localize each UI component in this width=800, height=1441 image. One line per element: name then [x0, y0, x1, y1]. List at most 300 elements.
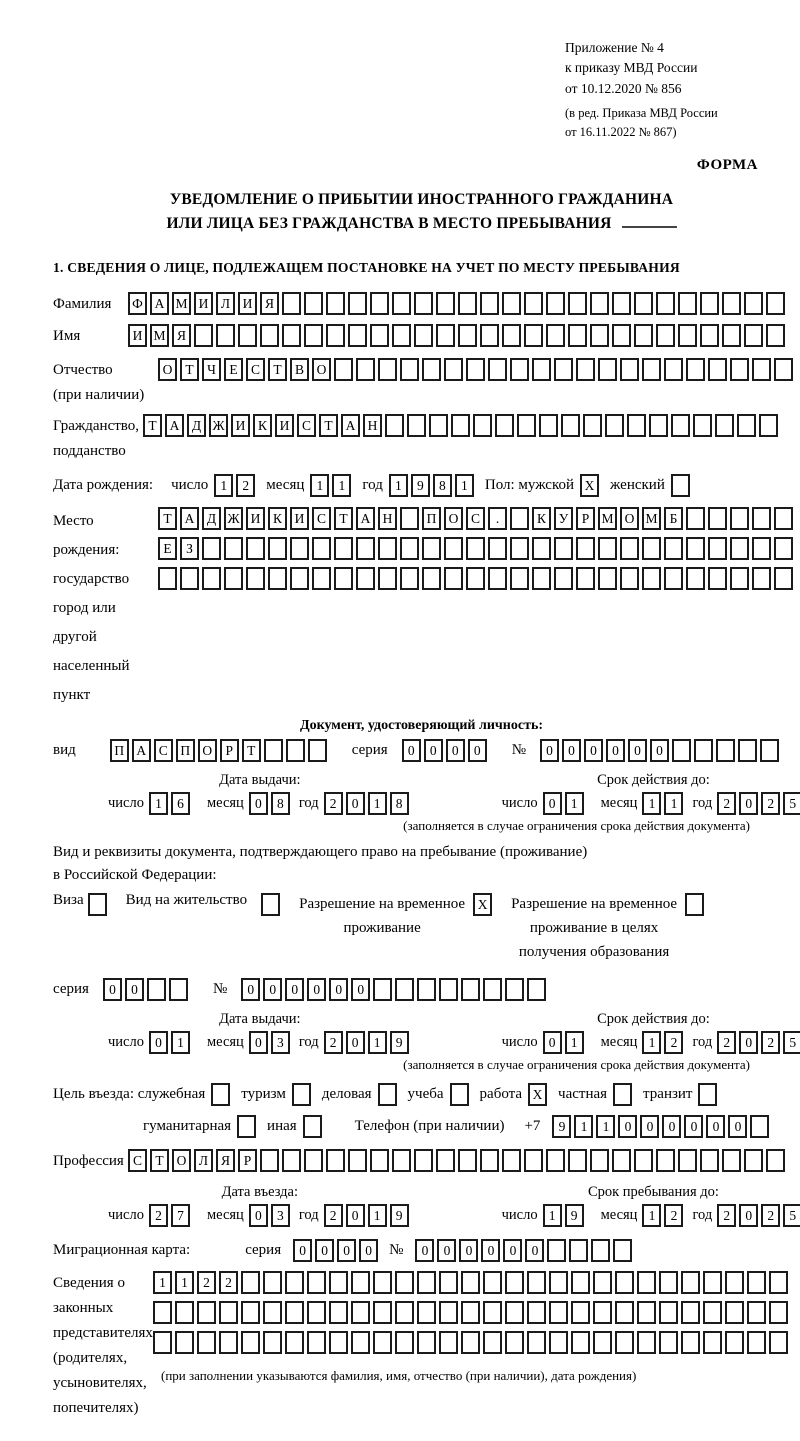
char-cell[interactable]: [685, 893, 704, 916]
char-cell[interactable]: [659, 1301, 678, 1324]
char-cell[interactable]: [414, 324, 433, 347]
char-cell[interactable]: [202, 567, 221, 590]
char-cell[interactable]: [634, 324, 653, 347]
char-cell[interactable]: [241, 1271, 260, 1294]
char-cell[interactable]: [304, 292, 323, 315]
char-cell[interactable]: 0: [662, 1115, 681, 1138]
char-cell[interactable]: А: [132, 739, 151, 762]
char-cell[interactable]: [620, 358, 639, 381]
char-cell[interactable]: [656, 292, 675, 315]
entry-year-cells[interactable]: [324, 1204, 412, 1227]
char-cell[interactable]: 0: [543, 792, 562, 815]
residence-issue-month-cells[interactable]: [249, 1031, 293, 1054]
char-cell[interactable]: [686, 537, 705, 560]
legal-reps-cells-row-1[interactable]: [153, 1271, 791, 1294]
char-cell[interactable]: [722, 324, 741, 347]
char-cell[interactable]: [329, 1301, 348, 1324]
char-cell[interactable]: Е: [158, 537, 177, 560]
char-cell[interactable]: [620, 567, 639, 590]
char-cell[interactable]: [439, 1271, 458, 1294]
char-cell[interactable]: К: [268, 507, 287, 530]
char-cell[interactable]: [417, 1271, 436, 1294]
legal-reps-cells-row-2[interactable]: [153, 1301, 791, 1324]
char-cell[interactable]: И: [128, 324, 147, 347]
char-cell[interactable]: X: [580, 474, 599, 497]
char-cell[interactable]: [620, 537, 639, 560]
char-cell[interactable]: [466, 358, 485, 381]
char-cell[interactable]: [672, 739, 691, 762]
char-cell[interactable]: [568, 292, 587, 315]
char-cell[interactable]: [307, 1331, 326, 1354]
char-cell[interactable]: [700, 324, 719, 347]
char-cell[interactable]: [598, 358, 617, 381]
char-cell[interactable]: [510, 537, 529, 560]
char-cell[interactable]: 0: [468, 739, 487, 762]
char-cell[interactable]: 9: [390, 1031, 409, 1054]
char-cell[interactable]: Т: [319, 414, 338, 437]
char-cell[interactable]: [637, 1301, 656, 1324]
visa-checkbox[interactable]: [88, 893, 110, 916]
char-cell[interactable]: З: [180, 537, 199, 560]
char-cell[interactable]: 0: [650, 739, 669, 762]
char-cell[interactable]: 0: [149, 1031, 168, 1054]
char-cell[interactable]: [304, 1149, 323, 1172]
char-cell[interactable]: [329, 1271, 348, 1294]
char-cell[interactable]: Д: [187, 414, 206, 437]
char-cell[interactable]: [532, 358, 551, 381]
char-cell[interactable]: 0: [739, 1204, 758, 1227]
char-cell[interactable]: [495, 414, 514, 437]
char-cell[interactable]: М: [642, 507, 661, 530]
identity-doc-number-cells[interactable]: [540, 739, 782, 762]
char-cell[interactable]: [615, 1271, 634, 1294]
char-cell[interactable]: [480, 1149, 499, 1172]
char-cell[interactable]: [612, 1149, 631, 1172]
char-cell[interactable]: [422, 537, 441, 560]
char-cell[interactable]: Л: [216, 292, 235, 315]
char-cell[interactable]: [458, 324, 477, 347]
char-cell[interactable]: [656, 324, 675, 347]
char-cell[interactable]: 0: [103, 978, 122, 1001]
char-cell[interactable]: 0: [346, 1031, 365, 1054]
char-cell[interactable]: [444, 567, 463, 590]
char-cell[interactable]: 0: [739, 1031, 758, 1054]
char-cell[interactable]: 0: [125, 978, 144, 1001]
char-cell[interactable]: [356, 567, 375, 590]
char-cell[interactable]: 0: [606, 739, 625, 762]
char-cell[interactable]: А: [150, 292, 169, 315]
char-cell[interactable]: [466, 567, 485, 590]
char-cell[interactable]: 0: [249, 1031, 268, 1054]
char-cell[interactable]: [175, 1331, 194, 1354]
char-cell[interactable]: 2: [324, 1204, 343, 1227]
migration-number-cells[interactable]: [415, 1239, 635, 1262]
char-cell[interactable]: У: [554, 507, 573, 530]
birth-place-cells-row-3[interactable]: [158, 567, 796, 590]
char-cell[interactable]: [656, 1149, 675, 1172]
char-cell[interactable]: [659, 1271, 678, 1294]
char-cell[interactable]: С: [128, 1149, 147, 1172]
char-cell[interactable]: 0: [293, 1239, 312, 1262]
char-cell[interactable]: [769, 1301, 788, 1324]
char-cell[interactable]: И: [194, 292, 213, 315]
char-cell[interactable]: [483, 1301, 502, 1324]
char-cell[interactable]: [561, 414, 580, 437]
char-cell[interactable]: [88, 893, 107, 916]
char-cell[interactable]: 0: [618, 1115, 637, 1138]
char-cell[interactable]: С: [466, 507, 485, 530]
residence-number-cells[interactable]: [241, 978, 549, 1001]
char-cell[interactable]: [400, 507, 419, 530]
char-cell[interactable]: 1: [368, 1204, 387, 1227]
char-cell[interactable]: [483, 1271, 502, 1294]
char-cell[interactable]: [730, 537, 749, 560]
purpose-work-checkbox[interactable]: [528, 1083, 550, 1106]
char-cell[interactable]: [722, 1149, 741, 1172]
char-cell[interactable]: 2: [236, 474, 255, 497]
char-cell[interactable]: [312, 537, 331, 560]
char-cell[interactable]: [693, 414, 712, 437]
char-cell[interactable]: [334, 567, 353, 590]
char-cell[interactable]: 9: [565, 1204, 584, 1227]
residence-issue-day-cells[interactable]: [149, 1031, 193, 1054]
char-cell[interactable]: И: [231, 414, 250, 437]
char-cell[interactable]: [241, 1331, 260, 1354]
char-cell[interactable]: И: [290, 507, 309, 530]
char-cell[interactable]: 1: [642, 1031, 661, 1054]
char-cell[interactable]: А: [356, 507, 375, 530]
char-cell[interactable]: [678, 1149, 697, 1172]
char-cell[interactable]: О: [198, 739, 217, 762]
char-cell[interactable]: [590, 292, 609, 315]
char-cell[interactable]: 3: [271, 1031, 290, 1054]
char-cell[interactable]: [576, 537, 595, 560]
char-cell[interactable]: [417, 1331, 436, 1354]
char-cell[interactable]: С: [246, 358, 265, 381]
char-cell[interactable]: [613, 1239, 632, 1262]
char-cell[interactable]: [510, 567, 529, 590]
char-cell[interactable]: [439, 1331, 458, 1354]
char-cell[interactable]: [348, 1149, 367, 1172]
purpose-other-checkbox[interactable]: [303, 1115, 325, 1138]
char-cell[interactable]: 2: [717, 1031, 736, 1054]
char-cell[interactable]: [505, 1301, 524, 1324]
char-cell[interactable]: [752, 567, 771, 590]
identity-valid-day-cells[interactable]: [543, 792, 587, 815]
char-cell[interactable]: 0: [562, 739, 581, 762]
char-cell[interactable]: 1: [664, 792, 683, 815]
char-cell[interactable]: [326, 324, 345, 347]
char-cell[interactable]: П: [176, 739, 195, 762]
char-cell[interactable]: [392, 1149, 411, 1172]
char-cell[interactable]: Р: [220, 739, 239, 762]
char-cell[interactable]: [634, 292, 653, 315]
char-cell[interactable]: 0: [446, 739, 465, 762]
purpose-study-checkbox[interactable]: [450, 1083, 472, 1106]
char-cell[interactable]: [307, 1301, 326, 1324]
char-cell[interactable]: [517, 414, 536, 437]
char-cell[interactable]: [378, 1083, 397, 1106]
char-cell[interactable]: 0: [359, 1239, 378, 1262]
char-cell[interactable]: [466, 537, 485, 560]
char-cell[interactable]: [422, 567, 441, 590]
char-cell[interactable]: К: [532, 507, 551, 530]
char-cell[interactable]: [224, 537, 243, 560]
char-cell[interactable]: [436, 324, 455, 347]
char-cell[interactable]: [700, 1149, 719, 1172]
sex-male-checkbox[interactable]: [580, 474, 602, 497]
char-cell[interactable]: 0: [540, 739, 559, 762]
char-cell[interactable]: [664, 567, 683, 590]
char-cell[interactable]: 6: [171, 792, 190, 815]
char-cell[interactable]: [659, 1331, 678, 1354]
char-cell[interactable]: 1: [310, 474, 329, 497]
char-cell[interactable]: 8: [271, 792, 290, 815]
char-cell[interactable]: [461, 978, 480, 1001]
char-cell[interactable]: С: [154, 739, 173, 762]
residence-valid-month-cells[interactable]: [642, 1031, 686, 1054]
char-cell[interactable]: К: [253, 414, 272, 437]
identity-doc-type-cells[interactable]: [110, 739, 330, 762]
char-cell[interactable]: П: [422, 507, 441, 530]
education-permit-checkbox[interactable]: [685, 893, 707, 916]
char-cell[interactable]: [351, 1301, 370, 1324]
identity-valid-year-cells[interactable]: [717, 792, 800, 815]
char-cell[interactable]: [715, 414, 734, 437]
char-cell[interactable]: [760, 739, 779, 762]
char-cell[interactable]: [197, 1331, 216, 1354]
char-cell[interactable]: А: [341, 414, 360, 437]
char-cell[interactable]: М: [172, 292, 191, 315]
char-cell[interactable]: [370, 324, 389, 347]
char-cell[interactable]: [686, 567, 705, 590]
char-cell[interactable]: [671, 474, 690, 497]
char-cell[interactable]: М: [598, 507, 617, 530]
char-cell[interactable]: [568, 324, 587, 347]
char-cell[interactable]: 0: [437, 1239, 456, 1262]
char-cell[interactable]: [708, 567, 727, 590]
legal-reps-cells-row-3[interactable]: [153, 1331, 791, 1354]
char-cell[interactable]: [356, 537, 375, 560]
char-cell[interactable]: [480, 324, 499, 347]
char-cell[interactable]: 2: [149, 1204, 168, 1227]
char-cell[interactable]: 1: [368, 1031, 387, 1054]
char-cell[interactable]: X: [528, 1083, 547, 1106]
purpose-private-checkbox[interactable]: [613, 1083, 635, 1106]
char-cell[interactable]: [505, 978, 524, 1001]
char-cell[interactable]: Т: [143, 414, 162, 437]
char-cell[interactable]: [744, 1149, 763, 1172]
char-cell[interactable]: 0: [503, 1239, 522, 1262]
char-cell[interactable]: 1: [149, 792, 168, 815]
char-cell[interactable]: [308, 739, 327, 762]
char-cell[interactable]: [571, 1331, 590, 1354]
identity-valid-month-cells[interactable]: [642, 792, 686, 815]
purpose-tourism-checkbox[interactable]: [292, 1083, 314, 1106]
char-cell[interactable]: [444, 537, 463, 560]
char-cell[interactable]: [292, 1083, 311, 1106]
char-cell[interactable]: [483, 978, 502, 1001]
char-cell[interactable]: Д: [202, 507, 221, 530]
char-cell[interactable]: [725, 1331, 744, 1354]
char-cell[interactable]: [546, 324, 565, 347]
char-cell[interactable]: 1: [642, 1204, 661, 1227]
char-cell[interactable]: [532, 567, 551, 590]
char-cell[interactable]: [747, 1331, 766, 1354]
citizenship-cells[interactable]: [143, 414, 781, 437]
char-cell[interactable]: [605, 414, 624, 437]
char-cell[interactable]: [527, 1331, 546, 1354]
char-cell[interactable]: 1: [574, 1115, 593, 1138]
char-cell[interactable]: [539, 414, 558, 437]
char-cell[interactable]: [334, 537, 353, 560]
char-cell[interactable]: [414, 1149, 433, 1172]
char-cell[interactable]: [439, 978, 458, 1001]
char-cell[interactable]: [613, 1083, 632, 1106]
char-cell[interactable]: Н: [378, 507, 397, 530]
char-cell[interactable]: [385, 414, 404, 437]
char-cell[interactable]: [649, 414, 668, 437]
char-cell[interactable]: [747, 1271, 766, 1294]
char-cell[interactable]: И: [246, 507, 265, 530]
char-cell[interactable]: [642, 537, 661, 560]
char-cell[interactable]: [681, 1331, 700, 1354]
char-cell[interactable]: [505, 1271, 524, 1294]
char-cell[interactable]: [378, 567, 397, 590]
char-cell[interactable]: [414, 292, 433, 315]
char-cell[interactable]: 0: [481, 1239, 500, 1262]
char-cell[interactable]: [730, 358, 749, 381]
char-cell[interactable]: 9: [390, 1204, 409, 1227]
char-cell[interactable]: [700, 292, 719, 315]
char-cell[interactable]: Т: [150, 1149, 169, 1172]
char-cell[interactable]: С: [297, 414, 316, 437]
char-cell[interactable]: [303, 1115, 322, 1138]
char-cell[interactable]: [750, 1115, 769, 1138]
char-cell[interactable]: [285, 1331, 304, 1354]
char-cell[interactable]: 1: [171, 1031, 190, 1054]
char-cell[interactable]: [730, 507, 749, 530]
char-cell[interactable]: [583, 414, 602, 437]
char-cell[interactable]: [612, 324, 631, 347]
char-cell[interactable]: [348, 292, 367, 315]
char-cell[interactable]: [285, 1271, 304, 1294]
char-cell[interactable]: 0: [684, 1115, 703, 1138]
residence-valid-year-cells[interactable]: [717, 1031, 800, 1054]
char-cell[interactable]: [774, 537, 793, 560]
char-cell[interactable]: [708, 358, 727, 381]
char-cell[interactable]: [708, 507, 727, 530]
char-cell[interactable]: [769, 1331, 788, 1354]
char-cell[interactable]: [524, 292, 543, 315]
char-cell[interactable]: [417, 978, 436, 1001]
char-cell[interactable]: [483, 1331, 502, 1354]
char-cell[interactable]: 0: [346, 1204, 365, 1227]
char-cell[interactable]: [246, 567, 265, 590]
char-cell[interactable]: И: [275, 414, 294, 437]
char-cell[interactable]: Я: [172, 324, 191, 347]
char-cell[interactable]: [593, 1301, 612, 1324]
char-cell[interactable]: [290, 537, 309, 560]
char-cell[interactable]: [664, 358, 683, 381]
char-cell[interactable]: 2: [761, 792, 780, 815]
char-cell[interactable]: 0: [329, 978, 348, 1001]
char-cell[interactable]: [370, 1149, 389, 1172]
char-cell[interactable]: [400, 537, 419, 560]
char-cell[interactable]: [547, 1239, 566, 1262]
char-cell[interactable]: [686, 358, 705, 381]
char-cell[interactable]: [671, 414, 690, 437]
patronymic-cells[interactable]: [158, 358, 796, 381]
char-cell[interactable]: Л: [194, 1149, 213, 1172]
sex-female-checkbox[interactable]: [671, 474, 693, 497]
char-cell[interactable]: 0: [337, 1239, 356, 1262]
char-cell[interactable]: [766, 324, 785, 347]
char-cell[interactable]: [716, 739, 735, 762]
char-cell[interactable]: [642, 567, 661, 590]
char-cell[interactable]: [615, 1301, 634, 1324]
char-cell[interactable]: 1: [596, 1115, 615, 1138]
char-cell[interactable]: 2: [219, 1271, 238, 1294]
char-cell[interactable]: [356, 358, 375, 381]
char-cell[interactable]: [678, 324, 697, 347]
char-cell[interactable]: [400, 567, 419, 590]
char-cell[interactable]: Т: [242, 739, 261, 762]
char-cell[interactable]: [568, 1149, 587, 1172]
char-cell[interactable]: 2: [664, 1031, 683, 1054]
char-cell[interactable]: [219, 1331, 238, 1354]
char-cell[interactable]: [351, 1271, 370, 1294]
char-cell[interactable]: [524, 1149, 543, 1172]
char-cell[interactable]: 7: [171, 1204, 190, 1227]
char-cell[interactable]: 0: [640, 1115, 659, 1138]
char-cell[interactable]: Е: [224, 358, 243, 381]
residence-permit-checkbox[interactable]: [261, 893, 283, 916]
char-cell[interactable]: [422, 358, 441, 381]
char-cell[interactable]: Б: [664, 507, 683, 530]
char-cell[interactable]: [681, 1301, 700, 1324]
birth-place-cells-row-2[interactable]: [158, 537, 796, 560]
char-cell[interactable]: 1: [565, 792, 584, 815]
char-cell[interactable]: [334, 358, 353, 381]
birth-place-cells-row-1[interactable]: [158, 507, 796, 530]
char-cell[interactable]: [224, 567, 243, 590]
char-cell[interactable]: Я: [260, 292, 279, 315]
char-cell[interactable]: 1: [214, 474, 233, 497]
purpose-business-checkbox[interactable]: [211, 1083, 233, 1106]
char-cell[interactable]: [725, 1301, 744, 1324]
char-cell[interactable]: 0: [728, 1115, 747, 1138]
char-cell[interactable]: 1: [543, 1204, 562, 1227]
char-cell[interactable]: [169, 978, 188, 1001]
identity-issue-month-cells[interactable]: [249, 792, 293, 815]
char-cell[interactable]: [260, 1149, 279, 1172]
residence-valid-day-cells[interactable]: [543, 1031, 587, 1054]
char-cell[interactable]: 0: [424, 739, 443, 762]
char-cell[interactable]: 0: [415, 1239, 434, 1262]
char-cell[interactable]: 9: [411, 474, 430, 497]
char-cell[interactable]: [532, 537, 551, 560]
identity-issue-year-cells[interactable]: [324, 792, 412, 815]
char-cell[interactable]: [766, 292, 785, 315]
char-cell[interactable]: [488, 358, 507, 381]
char-cell[interactable]: [312, 567, 331, 590]
char-cell[interactable]: [678, 292, 697, 315]
char-cell[interactable]: 1: [368, 792, 387, 815]
char-cell[interactable]: [612, 292, 631, 315]
stay-day-cells[interactable]: [543, 1204, 587, 1227]
char-cell[interactable]: 2: [324, 1031, 343, 1054]
